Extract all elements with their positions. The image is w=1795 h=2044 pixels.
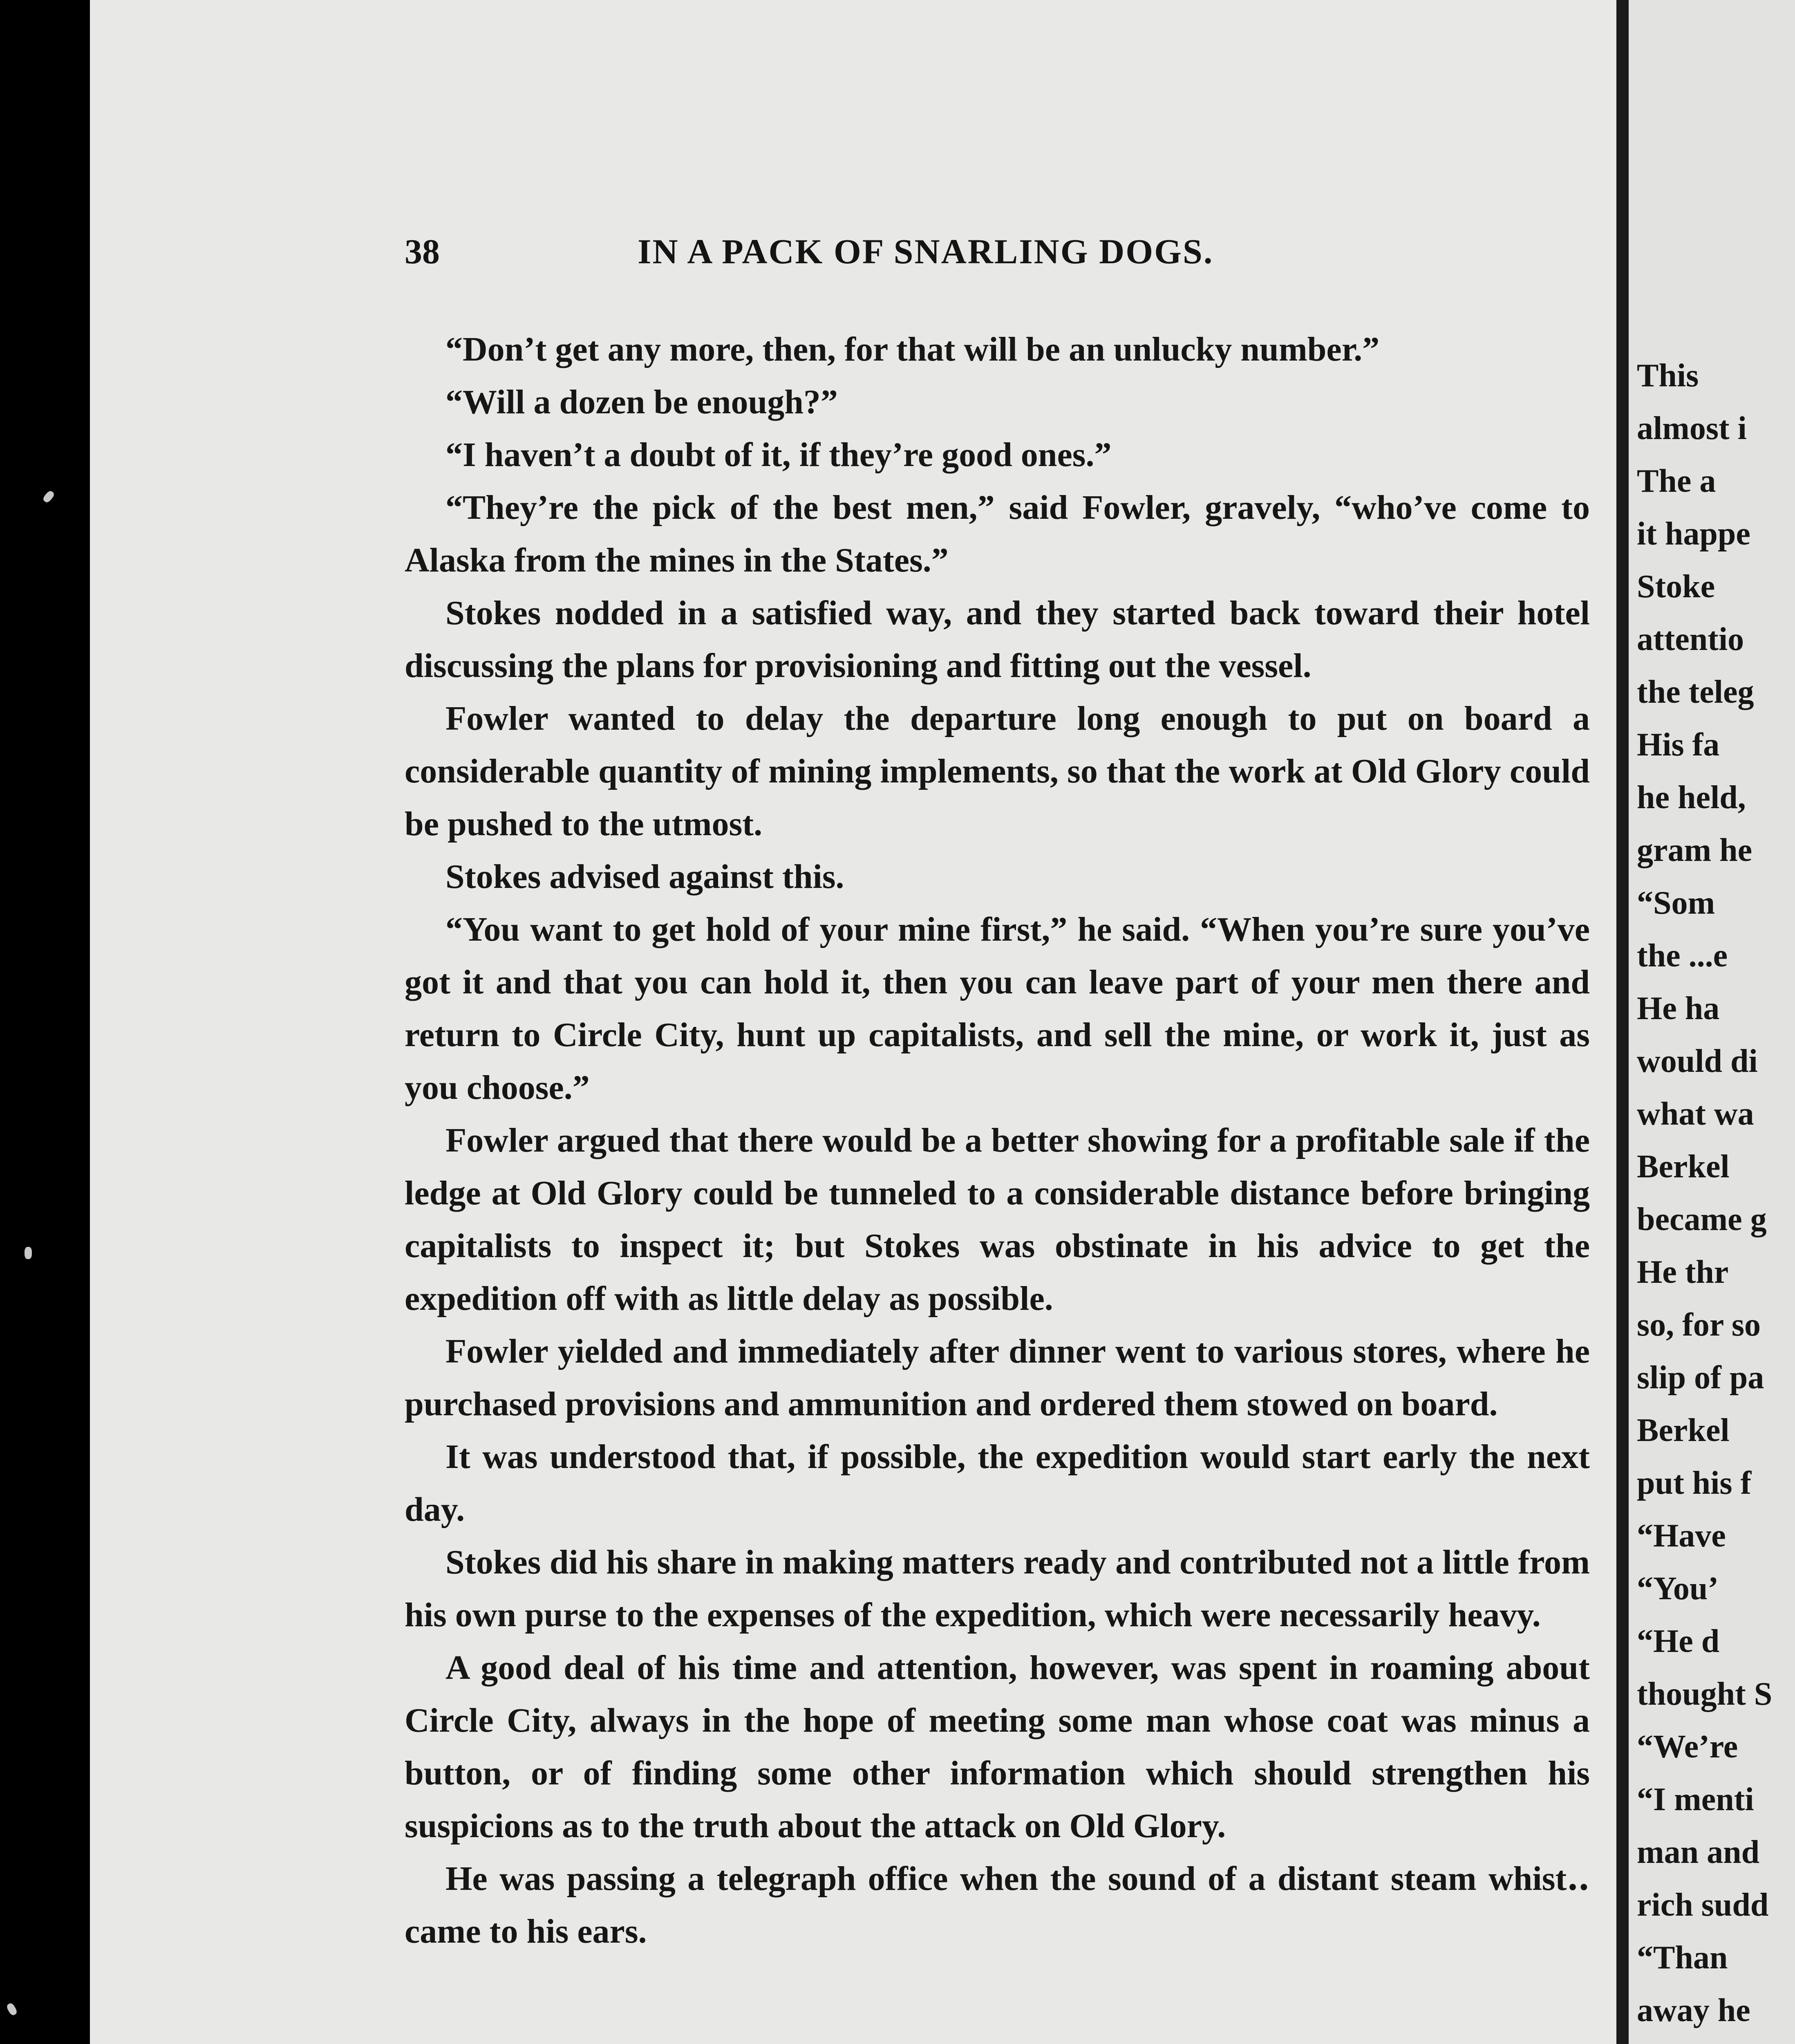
left-page-body [405, 323, 1590, 1958]
right-line: put his f [1637, 1465, 1752, 1501]
right-line: the teleg [1637, 674, 1754, 710]
right-line: “You’ [1637, 1571, 1719, 1607]
right-line: almost i [1637, 410, 1747, 446]
paragraph: “Will a dozen be enough?” [445, 383, 838, 421]
right-page-text [1637, 350, 1795, 2044]
paragraph: A good deal of his time and attention, however, was spent in roaming about Circle City, always in the hope of meeting some man whose coat was minus a button, or of finding some other information which should strengthen his suspicions as to the truth about the attack on Old Glory. [405, 1649, 1590, 1845]
paragraph: “Don’t get any more, then, for that will be an unlucky number.” [445, 330, 1380, 368]
right-line [1637, 2037, 1795, 2044]
paragraph: “They’re the pick of the best men,” said Fowler, gravely, “who’ve come to Alaska from the mines in the States.” [405, 489, 1590, 579]
right-line: “Som [1637, 885, 1715, 921]
right-line: rich sudd [1637, 1887, 1769, 1923]
right-line: slip of pa [1637, 1360, 1764, 1396]
right-line: “He d [1637, 1623, 1720, 1659]
paragraph: It was understood that, if possible, the expedition would start early the next day. [405, 1438, 1590, 1529]
scan-speck [25, 1247, 32, 1259]
paragraph: Stokes did his share in making matters ready and contributed not a little from his own purse to the expenses of the expedition, which were necessarily heavy. [405, 1543, 1590, 1634]
scan-speck [6, 2002, 18, 2017]
paragraph: Stokes advised against this. [445, 858, 844, 896]
paragraph: He was passing a telegraph office when the sound of a distant steam whist‥ came to his ears. [405, 1860, 1590, 1950]
right-line: attentio [1637, 621, 1744, 657]
right-line: “Than [1637, 1940, 1728, 1976]
book-spine [1616, 0, 1629, 2044]
right-line: Stoke [1637, 569, 1715, 605]
paragraph: Stokes nodded in a satisfied way, and they started back toward their hotel discussing the plans for provisioning and fitting out the vessel. [405, 594, 1590, 685]
right-line: away he [1637, 1992, 1750, 2028]
right-line: Berkel [1637, 1149, 1730, 1185]
paragraph: Fowler argued that there would be a better showing for a profitable sale if the ledge at Old Glory could be tunneled to a considerable distance before bringing capitalists to inspect it; but Stokes was obstinate in his advice to get the expedition off with as little delay as possible. [405, 1121, 1590, 1318]
right-line: man and [1637, 1834, 1760, 1870]
right-line: gram he [1637, 832, 1752, 868]
paragraph: “I haven’t a doubt of it, if they’re good ones.” [445, 436, 1112, 474]
right-line: “We’re [1637, 1729, 1738, 1765]
right-line: Berkel [1637, 1412, 1730, 1448]
page-header [405, 231, 1590, 276]
scan-speck [42, 490, 55, 504]
right-line: “I menti [1637, 1782, 1754, 1818]
right-line: thought S [1637, 1676, 1773, 1712]
right-line: became g [1637, 1201, 1767, 1237]
right-line: it happe [1637, 516, 1750, 552]
right-line: would di [1637, 1043, 1758, 1079]
right-page-fragment [1629, 0, 1795, 2044]
page-number: 38 [405, 232, 440, 271]
right-line: he held, [1637, 780, 1746, 816]
right-line: The a [1637, 463, 1716, 499]
right-line: “Have [1637, 1518, 1726, 1554]
right-line: His fa [1637, 727, 1720, 763]
paragraph: Fowler wanted to delay the departure long enough to put on board a considerable quantity of mining implements, so that the work at Old Glory could be pushed to the utmost. [405, 699, 1590, 843]
right-line: This [1637, 358, 1699, 394]
paragraph: Fowler yielded and immediately after dinner went to various stores, where he purchased provisions and ammunition and ordered them stowed on board. [405, 1332, 1590, 1423]
right-line: the ...e [1637, 938, 1728, 974]
right-line: He ha [1637, 991, 1720, 1026]
right-line: so, for so [1637, 1307, 1761, 1343]
right-line: He thr [1637, 1254, 1729, 1290]
paragraph: “You want to get hold of your mine first,” he said. “When you’re sure you’ve got it and that you can hold it, then you can leave part of your men there and return to Circle City, hunt up capitalists, and sell the mine, or work it, just as you choose.” [405, 910, 1590, 1107]
right-line: what wa [1637, 1096, 1754, 1132]
running-head: IN A PACK OF SNARLING DOGS. [638, 232, 1214, 271]
